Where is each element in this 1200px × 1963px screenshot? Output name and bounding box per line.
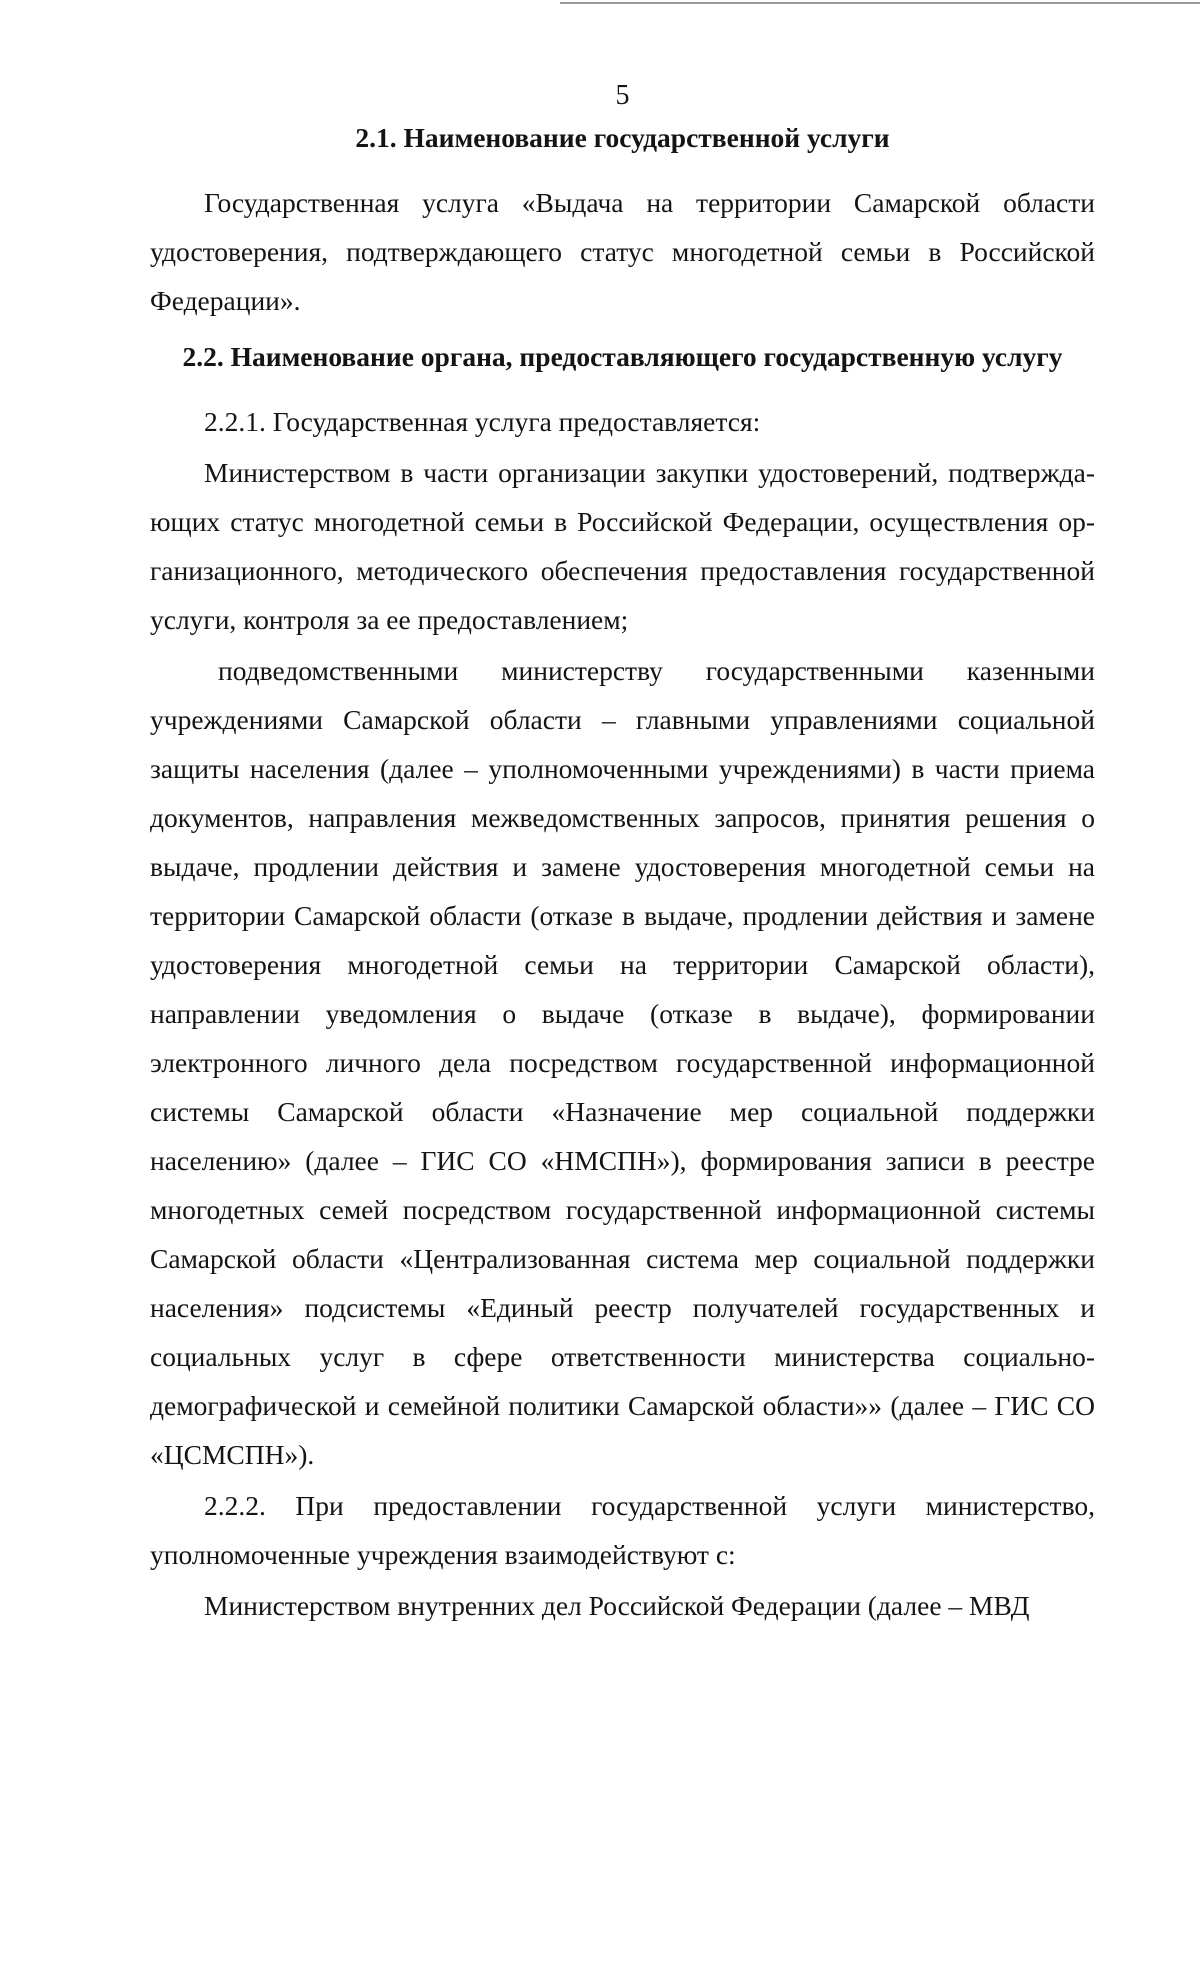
scan-top-edge-line — [560, 2, 1200, 4]
section-2-1-paragraph: Государственная услуга «Выдача на территории Самарской области удостоверения, подтверждающего статус многодетной семьи в Российской Федерации». — [150, 187, 1095, 316]
section-2-1-heading: 2.1. Наименование государственной услуги — [355, 122, 890, 153]
subordinate-institutions-paragraph: подведомственными министерству государственными казенными учреждениями Самарской области – главными управлениями социальной защиты населения (далее – уполномоченными учреждениями) в части приема документов, направления межведомственных запросов, принятия решения о выдаче, продлении действия и замене удостоверения многодетной семьи на территории Самарской области (отказе в выдаче, продлении действия и замене удостоверения многодетной семьи на территории Самарской области), направлении уведомления о выдаче (отказе в выдаче), формировании электронного личного дела посредством государственной информационной системы Самарской области «Назначение мер социальной поддержки населению» (далее – ГИС СО «НМСПН»), формирования записи в реестре многодетных семей посредством государственной информационной системы Самарской области «Централизованная система мер социальной поддержки населения» подсистемы «Единый реестр получателей государственных и социальных услуг в сфере ответственности министерства социально-демографической и семейной политики Самарской области»» (далее – ГИС СО «ЦСМСПН»). — [150, 655, 1095, 1470]
page-number: 5 — [615, 80, 630, 111]
ministry-role-paragraph: Министерством в части организации закупки удостоверений, подтверждающих статус многодетной семьи в Российской Федерации, осуществления организационного, методического обеспечения предоставления государственной услуги, контроля за ее предоставлением; — [150, 457, 1095, 635]
mvd-paragraph: Министерством внутренних дел Российской Федерации (далее – МВД — [204, 1590, 1030, 1621]
document-page — [150, 78, 1095, 1630]
clause-2-2-2-paragraph: 2.2.2. При предоставлении государственной услуги министерство, уполномоченные учреждения взаимодействуют с: — [150, 1490, 1095, 1570]
clause-2-2-1-paragraph: 2.2.1. Государственная услуга предоставляется: — [204, 406, 761, 437]
section-2-2-heading: 2.2. Наименование органа, предоставляющего государственную услугу — [182, 341, 1063, 372]
